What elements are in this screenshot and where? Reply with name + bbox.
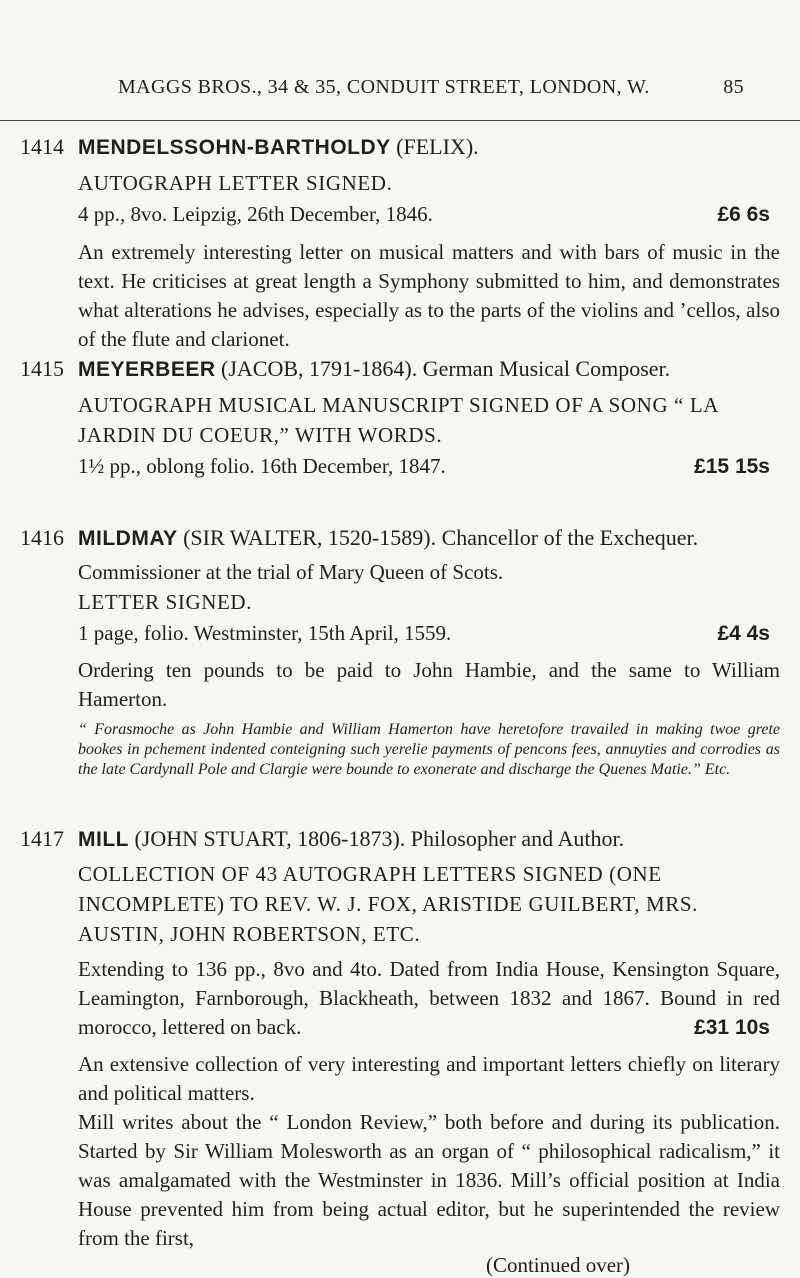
item-details-text: 4 pp., 8vo. Leipzig, 26th December, 1846.	[78, 202, 433, 226]
description: An extensive collection of very interesting and important letters chiefly on literary and political matters.	[78, 1052, 780, 1105]
item-details	[78, 619, 780, 648]
continued-note: (Continued over)	[485, 1253, 630, 1277]
price: £15 15s	[694, 455, 770, 478]
entry-heading	[78, 525, 698, 551]
lot-number: 1416	[20, 525, 64, 550]
item-title: AUTOGRAPH MUSICAL MANUSCRIPT SIGNED OF A SONG “ LA JARDIN DU COEUR,” WITH WORDS.	[78, 393, 718, 447]
entry-heading	[78, 356, 670, 382]
price: £6 6s	[717, 203, 770, 226]
entry-body	[78, 168, 780, 354]
description: An extremely interesting letter on musical matters and with bars of music in the text. He criticises at great length a Symphony submitted to him, and demonstrates what alterations he advises, especially as to the parts of the violins and ’cellos, also of the flute and clarionet.	[78, 240, 780, 351]
entry-body	[78, 558, 780, 780]
author-name: MEYERBEER	[78, 358, 216, 381]
lot-number: 1414	[20, 134, 64, 159]
item-details-text: 1 page, folio. Westminster, 15th April, 1559.	[78, 621, 452, 645]
author-details: (JACOB, 1791-1864). German Musical Composer.	[215, 356, 671, 381]
entry-heading	[78, 826, 624, 852]
author-details: (FELIX).	[390, 134, 479, 159]
item-details	[78, 452, 780, 481]
item-details-text: 1½ pp., oblong folio. 16th December, 1847.	[78, 454, 446, 478]
lot-number: 1417	[20, 826, 64, 851]
author-details: (SIR WALTER, 1520-1589). Chancellor of the Exchequer.	[177, 525, 699, 550]
author-details: (JOHN STUART, 1806-1873). Philosopher and Author.	[128, 826, 625, 851]
lot-number: 1415	[20, 356, 64, 381]
page-number: 85	[723, 76, 744, 98]
item-details	[78, 955, 780, 1042]
author-name: MILDMAY	[78, 527, 178, 550]
author-name: MILL	[78, 828, 129, 851]
item-details-text: Extending to 136 pp., 8vo and 4to. Dated from India House, Kensington Square, Leamington, Farnborough, Blackheath, between 1832 and 1867. Bound in red morocco, lettered on back.	[78, 957, 780, 1039]
entry-body	[78, 390, 780, 481]
price: £4 4s	[717, 622, 770, 645]
item-title: LETTER SIGNED.	[78, 590, 253, 614]
quotation: “ Forasmoche as John Hambie and William Hamerton have heretofore travailed in making twoe grete bookes in pchement indented conteigning such yerelie payments of pencons fees, annuyties and corrodies as the late Cardynall Pole and Clargie were bounde to exonerate and discharge the Quenes Matie.” Etc.	[78, 721, 780, 778]
item-title: COLLECTION OF 43 AUTOGRAPH LETTERS SIGNED (ONE INCOMPLETE) TO REV. W. J. FOX, ARISTIDE GUILBERT, MRS. AUSTIN, JOHN ROBERTSON, ETC.	[78, 862, 698, 946]
description: Ordering ten pounds to be paid to John Hambie, and the same to William Hamerton.	[78, 658, 780, 711]
price: £31 10s	[694, 1016, 770, 1039]
running-head-text: MAGGS BROS., 34 & 35, CONDUIT STREET, LONDON, W.	[118, 76, 650, 98]
item-title: AUTOGRAPH LETTER SIGNED.	[78, 171, 393, 195]
entry-body	[78, 859, 780, 1278]
running-header	[118, 76, 744, 99]
entry-heading	[78, 134, 479, 160]
author-name: MENDELSSOHN-BARTHOLDY	[78, 136, 391, 159]
item-subtitle: Commissioner at the trial of Mary Queen of Scots.	[78, 560, 504, 584]
header-rule	[0, 120, 800, 122]
item-details	[78, 200, 780, 229]
description-continued: Mill writes about the “ London Review,” both before and during its publication. Started by Sir William Molesworth as an organ of “ philosophical radicalism,” it was amalgamated with the Westminster in 1836. Mill’s official position at India House prevented him from being actual editor, but he superintended the review from the first,	[78, 1110, 780, 1250]
